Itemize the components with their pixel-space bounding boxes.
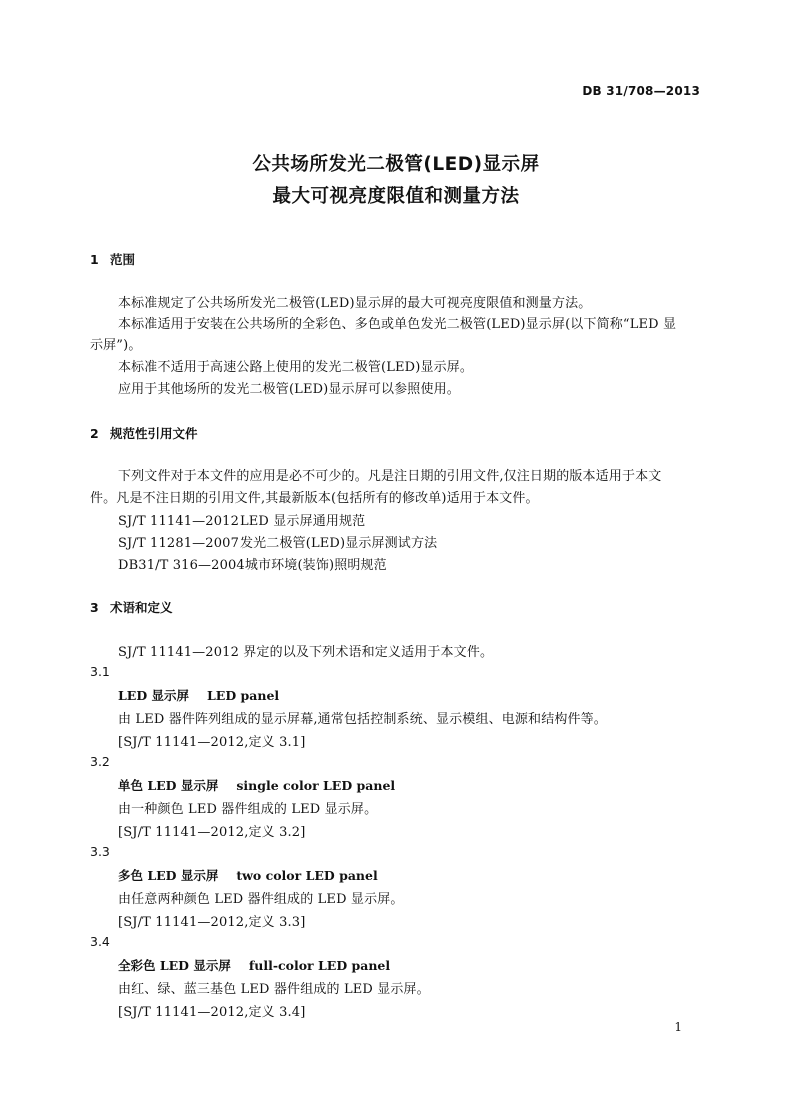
paragraph-continuation: 示屏”)。 xyxy=(90,338,142,353)
paragraph: 本标准不适用于高速公路上使用的发光二极管(LED)显示屏。 xyxy=(118,360,474,375)
section-number: 1 xyxy=(90,252,99,267)
document-code: DB 31/708—2013 xyxy=(582,84,700,98)
paragraph: 本标准适用于安装在公共场所的全彩色、多色或单色发光二极管(LED)显示屏(以下简称“LED 显 xyxy=(118,317,677,332)
term-title xyxy=(118,776,395,794)
section-title: 范围 xyxy=(110,252,136,267)
reference-title: 城市环境(装饰)照明规范 xyxy=(244,558,387,573)
term-title-en: LED panel xyxy=(207,688,280,703)
section-number: 3 xyxy=(90,600,99,615)
term-number: 3.3 xyxy=(90,844,110,859)
paragraph-continuation: 件。凡是不注日期的引用文件,其最新版本(包括所有的修改单)适用于本文件。 xyxy=(90,491,539,506)
term-title-en: single color LED panel xyxy=(236,778,396,793)
term-title-zh: 全彩色 LED 显示屏 xyxy=(118,958,231,973)
reference-code: SJ/T 11281—2007 xyxy=(118,536,239,551)
document-title-line-1: 公共场所发光二极管(LED)显示屏 xyxy=(252,154,540,175)
reference-item xyxy=(118,532,437,551)
section-title: 术语和定义 xyxy=(110,600,173,615)
paragraph: 下列文件对于本文件的应用是必不可少的。凡是注日期的引用文件,仅注日期的版本适用于本文 xyxy=(118,469,662,484)
reference-title: 发光二极管(LED)显示屏测试方法 xyxy=(240,536,438,551)
reference-item xyxy=(118,554,387,573)
term-definition: 由任意两种颜色 LED 器件组成的 LED 显示屏。 xyxy=(118,892,404,907)
paragraph: SJ/T 11141—2012 界定的以及下列术语和定义适用于本文件。 xyxy=(118,645,494,660)
reference-title: LED 显示屏通用规范 xyxy=(240,514,366,529)
term-title-zh: 单色 LED 显示屏 xyxy=(118,778,219,793)
section-2-heading xyxy=(90,424,198,442)
reference-code: DB31/T 316—2004 xyxy=(118,558,245,573)
term-definition: 由红、绿、蓝三基色 LED 器件组成的 LED 显示屏。 xyxy=(118,982,430,997)
page-number: 1 xyxy=(674,1020,682,1034)
term-number: 3.1 xyxy=(90,664,110,679)
term-definition: 由 LED 器件阵列组成的显示屏幕,通常包括控制系统、显示模组、电源和结构件等。 xyxy=(118,712,607,727)
term-number: 3.2 xyxy=(90,754,110,769)
term-number: 3.4 xyxy=(90,934,110,949)
term-source: [SJ/T 11141—2012,定义 3.2] xyxy=(118,825,306,840)
reference-code: SJ/T 11141—2012 xyxy=(118,514,239,529)
reference-item xyxy=(118,510,365,529)
paragraph: 应用于其他场所的发光二极管(LED)显示屏可以参照使用。 xyxy=(118,382,460,397)
section-1-heading xyxy=(90,250,135,268)
term-title xyxy=(118,866,378,884)
term-title xyxy=(118,686,279,704)
section-number: 2 xyxy=(90,426,99,441)
term-title-en: two color LED panel xyxy=(236,868,378,883)
term-source: [SJ/T 11141—2012,定义 3.1] xyxy=(118,735,306,750)
term-source: [SJ/T 11141—2012,定义 3.3] xyxy=(118,915,306,930)
term-title xyxy=(118,956,390,974)
paragraph: 本标准规定了公共场所发光二极管(LED)显示屏的最大可视亮度限值和测量方法。 xyxy=(118,296,592,311)
document-title-line-2: 最大可视亮度限值和测量方法 xyxy=(272,186,520,207)
term-source: [SJ/T 11141—2012,定义 3.4] xyxy=(118,1005,306,1020)
section-3-heading xyxy=(90,598,173,616)
section-title: 规范性引用文件 xyxy=(110,426,198,441)
term-definition: 由一种颜色 LED 器件组成的 LED 显示屏。 xyxy=(118,802,378,817)
term-title-en: full-color LED panel xyxy=(248,958,391,973)
term-title-zh: LED 显示屏 xyxy=(118,688,190,703)
term-title-zh: 多色 LED 显示屏 xyxy=(118,868,219,883)
